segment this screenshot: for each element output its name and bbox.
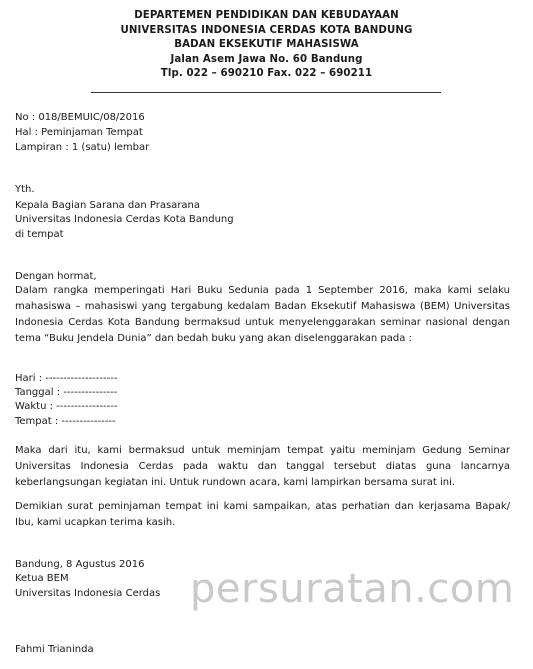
recipient-location: di tempat — [15, 229, 64, 240]
field-time: Waktu : ----------------- — [15, 401, 118, 412]
letterhead-address: Jalan Asem Jawa No. 60 Bandung — [170, 53, 363, 65]
letterhead-department: DEPARTEMEN PENDIDIKAN DAN KEBUDAYAAN — [134, 10, 399, 21]
field-date: Tanggal : --------------- — [15, 387, 118, 398]
paragraph-intro: Dalam rangka memperingati Hari Buku Sedunia pada 1 September 2016, maka kami selaku mahasiswa – mahasiswi yang tergabung kedalam Badan Eksekutif Mahasiswa (BEM) Universitas Indonesia Cerdas Kota Bandung bermaksud untuk menyelenggarakan seminar nasional dengan tema “Buku Jendela Dunia” dan bedah buku yang akan diselenggarakan pada : — [15, 285, 510, 344]
letter-subject: Hal : Peminjaman Tempat — [15, 127, 143, 138]
recipient-title: Kepala Bagian Sarana dan Prasarana — [15, 200, 201, 211]
closing-position: Ketua BEM — [15, 573, 69, 584]
recipient-institution: Universitas Indonesia Cerdas Kota Bandung — [15, 214, 234, 225]
watermark: persuratan.com — [190, 566, 515, 612]
signatory-name: Fahmi Trianinda — [15, 644, 94, 655]
greeting: Dengan hormat, — [15, 271, 97, 282]
closing-place-date: Bandung, 8 Agustus 2016 — [15, 559, 145, 570]
letter-number: No : 018/BEMUIC/08/2016 — [15, 112, 145, 123]
paragraph-request: Maka dari itu, kami bermaksud untuk meminjam tempat yaitu meminjam Gedung Seminar Universitas Indonesia Cerdas pada waktu dan tanggal tersebut diatas guna lancarnya keberlangsungan kegiatan ini. Untuk rundown acara, kami lampirkan bersama surat ini. — [15, 445, 510, 488]
field-place: Tempat : --------------- — [15, 416, 116, 427]
closing-institution: Universitas Indonesia Cerdas — [15, 588, 161, 599]
letter-attachment: Lampiran : 1 (satu) lembar — [15, 142, 150, 153]
letterhead — [0, 9, 533, 82]
letterhead-divider — [91, 92, 441, 93]
letterhead-phone-fax: Tlp. 022 – 690210 Fax. 022 – 690211 — [160, 68, 373, 80]
field-day: Hari : -------------------- — [15, 373, 118, 384]
recipient-salutation: Yth. — [15, 184, 35, 195]
letterhead-organization: BADAN EKSEKUTIF MAHASISWA — [174, 39, 359, 51]
paragraph-closing: Demikian surat peminjaman tempat ini kami sampaikan, atas perhatian dan kerjasama Bapak/ Ibu, kami ucapkan terima kasih. — [15, 501, 510, 528]
letterhead-university: UNIVERSITAS INDONESIA CERDAS KOTA BANDUNG — [120, 24, 413, 36]
